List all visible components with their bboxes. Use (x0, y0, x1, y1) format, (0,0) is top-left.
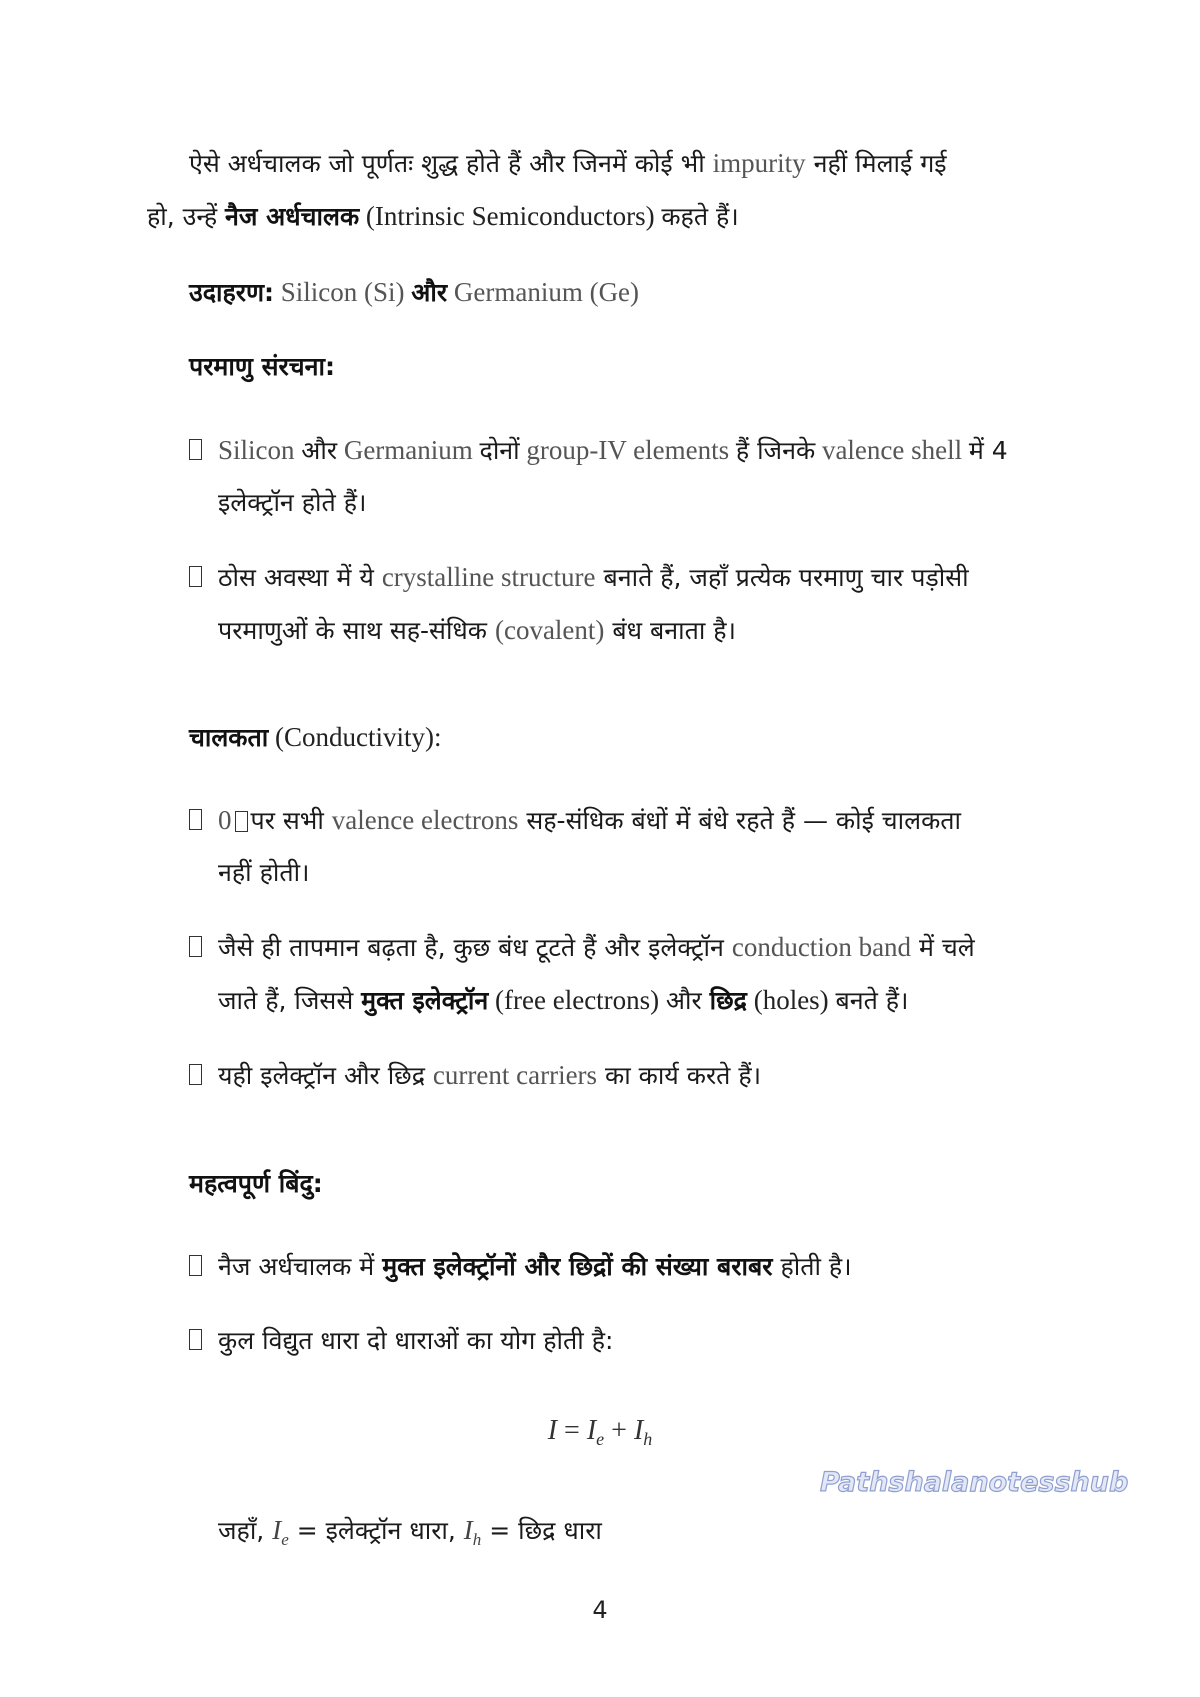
bold-text (189, 723, 268, 752)
math-symbol (272, 1515, 289, 1549)
text-segment (433, 1060, 597, 1090)
math-symbol (463, 1515, 482, 1549)
segment-text: बंध बनाता है। (604, 616, 736, 645)
text-segment (806, 149, 947, 178)
bullet-box-icon (189, 566, 202, 587)
segment-text: इलेक्ट्रॉन होते हैं। (218, 488, 367, 517)
segment-text: valence shell (815, 435, 969, 465)
text-line (218, 850, 310, 894)
text-segment (218, 1252, 382, 1281)
text-segment (481, 1516, 602, 1545)
segment-text: conduction band (731, 932, 912, 962)
segment-text: (Conductivity): (268, 722, 442, 752)
text-line (189, 1161, 323, 1205)
segment-text: = इलेक्ट्रॉन धारा, (288, 1516, 464, 1545)
segment-text: 0 (218, 805, 232, 835)
text-line (189, 344, 335, 388)
text-segment (251, 806, 332, 835)
text-line (218, 1053, 761, 1097)
bold-text (411, 278, 447, 307)
text-segment (815, 435, 969, 465)
text-segment (747, 985, 835, 1015)
text-segment (596, 563, 969, 592)
segment-text: group-IV elements (519, 435, 736, 465)
segment-text: सह-संधिक बंधों में बंधे रहते हैं — कोई चालकता (518, 806, 962, 835)
segment-text: Silicon (Si) (274, 277, 412, 307)
watermark: Pathshalanotesshub (820, 1467, 1129, 1498)
bullet-box-icon (189, 936, 202, 957)
text-line (147, 194, 739, 238)
segment-text: और (411, 278, 448, 307)
formula-subscript: h (643, 1429, 653, 1449)
text-segment (518, 806, 961, 835)
segment-text: यही इलेक्ट्रॉन और छिद्र (218, 1061, 433, 1090)
text-segment (661, 202, 738, 231)
text-segment (713, 148, 806, 178)
text-segment (218, 1326, 613, 1355)
segment-text: बनाते हैं, जहाँ प्रत्येक परमाणु चार पड़ोसी (595, 563, 969, 592)
text-segment (835, 986, 908, 1015)
text-segment (911, 933, 975, 962)
text-segment (359, 201, 661, 231)
segment-text: impurity (712, 148, 806, 178)
text-segment (218, 1061, 433, 1090)
text-segment (736, 436, 815, 465)
bullet-box-icon (189, 439, 202, 460)
text-line (218, 978, 909, 1022)
segment-text: ठोस अवस्था में ये (218, 563, 382, 592)
page-number: 4 (592, 1596, 608, 1624)
segment-text: और (665, 986, 710, 1015)
text-segment (382, 562, 596, 592)
segment-text: परमाणु संरचना: (189, 352, 335, 381)
segment-text: जाते हैं, जिससे (218, 986, 362, 1015)
text-line (189, 141, 947, 185)
segment-text: बनते हैं। (835, 986, 909, 1015)
text-segment (218, 986, 361, 1015)
segment-text: current carriers (432, 1060, 598, 1090)
text-segment (332, 805, 519, 835)
text-segment (218, 805, 232, 835)
segment-text: नहीं होती। (218, 858, 310, 887)
segment-text: (holes) (746, 985, 836, 1015)
text-segment (301, 436, 337, 465)
segment-text: crystalline structure (381, 562, 596, 592)
text-segment (218, 1516, 272, 1545)
formula-equals: = (557, 1415, 587, 1446)
bold-text (361, 986, 488, 1015)
segment-text: कुल विद्युत धारा दो धाराओं का योग होती है: (218, 1326, 614, 1355)
segment-text: (free electrons) (488, 985, 666, 1015)
text-line (218, 925, 975, 969)
text-line (218, 798, 961, 842)
bold-text (710, 986, 747, 1015)
segment-text: Germanium (337, 435, 480, 465)
segment-text: परमाणुओं के साथ सह-संधिक (218, 616, 495, 645)
segment-text: = छिद्र धारा (481, 1516, 602, 1545)
bullet-box-icon (189, 809, 202, 830)
text-segment (337, 435, 479, 465)
bullet-box-icon (189, 1064, 202, 1085)
text-line (218, 1508, 602, 1552)
current-formula (0, 1415, 1200, 1450)
segment-text: महत्वपूर्ण बिंदु: (189, 1169, 323, 1198)
segment-text: का कार्य करते हैं। (597, 1061, 762, 1090)
text-segment (218, 616, 495, 645)
text-segment (218, 563, 382, 592)
text-line (218, 1244, 852, 1288)
formula-symbol: I (547, 1415, 558, 1446)
text-segment (597, 1061, 761, 1090)
text-segment (480, 436, 520, 465)
text-segment (218, 933, 732, 962)
bold-text (189, 1169, 323, 1198)
segment-text: ऐसे अर्धचालक जो पूर्णतः शुद्ध होते हैं और जिनमें कोई भी (189, 149, 713, 178)
text-segment (189, 149, 713, 178)
math-subscript: e (281, 1530, 289, 1549)
text-segment (604, 616, 736, 645)
bold-text (225, 202, 359, 231)
text-segment (218, 488, 366, 517)
text-segment (218, 858, 310, 887)
segment-text: जहाँ, (218, 1516, 273, 1545)
formula-symbol: I (633, 1415, 644, 1446)
bold-text (382, 1252, 772, 1281)
formula-subscript: e (596, 1429, 605, 1449)
segment-text: चालकता (189, 723, 269, 752)
segment-text: I (463, 1515, 473, 1545)
segment-text: मुक्त इलेक्ट्रॉन (361, 986, 489, 1015)
segment-text: (Intrinsic Semiconductors) (359, 201, 662, 231)
text-segment (666, 986, 710, 1015)
bold-text (189, 278, 274, 307)
segment-text: Germanium (Ge) (447, 277, 640, 307)
text-line (218, 1318, 613, 1362)
text-line (218, 608, 736, 652)
segment-text: हो, उन्हें (147, 202, 226, 231)
segment-text: में चले (911, 933, 975, 962)
text-segment (218, 435, 301, 465)
segment-text: दोनों (479, 436, 520, 465)
bold-text (189, 352, 335, 381)
segment-text: नहीं मिलाई गई (805, 149, 947, 178)
text-segment (447, 277, 639, 307)
segment-text: नैज अर्धचालक में (218, 1252, 383, 1281)
formula-plus: + (604, 1415, 634, 1446)
math-subscript: h (472, 1530, 482, 1549)
segment-text: जैसे ही तापमान बढ़ता है, कुछ बंध टूटते हैं और इलेक्ट्रॉन (218, 933, 732, 962)
text-segment (969, 436, 1008, 465)
segment-text: होती है। (772, 1252, 852, 1281)
segment-text: मुक्त इलेक्ट्रॉनों और छिद्रों की संख्या बराबर (382, 1252, 773, 1281)
segment-text: और (301, 436, 338, 465)
text-segment (495, 615, 604, 645)
text-segment (773, 1252, 852, 1281)
segment-text: हैं जिनके (735, 436, 816, 465)
text-segment (488, 985, 666, 1015)
text-line (218, 555, 969, 599)
text-line (189, 715, 441, 759)
segment-text: Silicon (218, 435, 302, 465)
formula-symbol: I (586, 1415, 597, 1446)
text-segment (147, 202, 225, 231)
segment-text: छिद्र (709, 986, 747, 1015)
segment-text: valence electrons (331, 805, 519, 835)
text-segment (268, 722, 441, 752)
segment-text: नैज अर्धचालक (225, 202, 360, 231)
text-line (189, 270, 639, 314)
text-segment (732, 932, 911, 962)
bullet-box-icon (189, 1329, 202, 1350)
missing-glyph-box-icon (235, 811, 248, 832)
segment-text: (covalent) (494, 615, 605, 645)
text-line (218, 480, 366, 524)
segment-text: I (272, 1515, 282, 1545)
bullet-box-icon (189, 1255, 202, 1276)
segment-text: कहते हैं। (661, 202, 739, 231)
segment-text: पर सभी (250, 806, 332, 835)
segment-text: उदाहरण: (189, 278, 275, 307)
text-line (218, 428, 1008, 472)
segment-text: में 4 (968, 436, 1008, 465)
text-segment (289, 1516, 464, 1545)
text-segment (274, 277, 411, 307)
text-segment (520, 435, 736, 465)
